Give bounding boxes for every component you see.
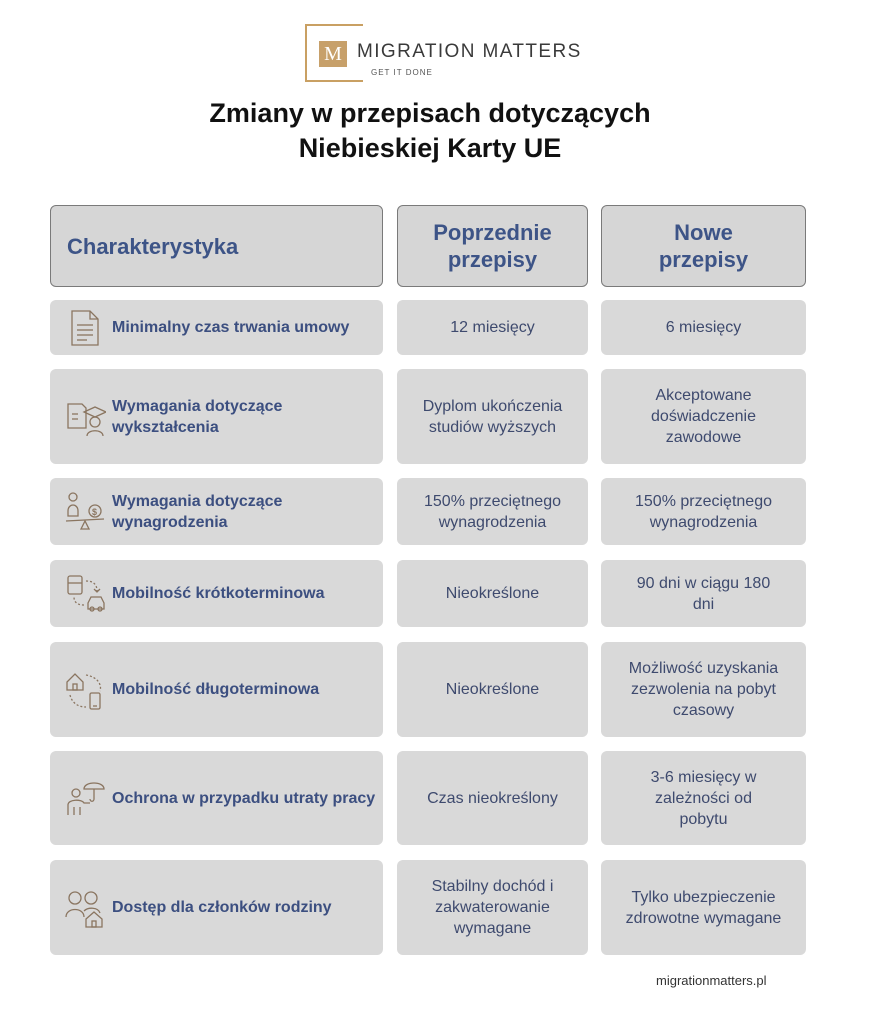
previous-value: Nieokreślone bbox=[397, 642, 588, 737]
new-value: 6 miesięcy bbox=[601, 300, 806, 355]
feature-label: Mobilność długoterminowa bbox=[112, 681, 320, 698]
new-value: Możliwość uzyskania zezwolenia na pobyt czasowy bbox=[601, 642, 806, 737]
feature-label: Wymagania dotyczące wykształcenia bbox=[112, 397, 283, 436]
new-value: 90 dni w ciągu 180 dni bbox=[601, 560, 806, 627]
previous-value: 150% przeciętnego wynagrodzenia bbox=[397, 478, 588, 545]
feature-cell bbox=[50, 860, 383, 955]
logo-name: MIGRATION MATTERS bbox=[357, 41, 582, 62]
svg-text:$: $ bbox=[92, 506, 98, 517]
page-title: Zmiany w przepisach dotyczących Niebieskiej Karty UE bbox=[209, 98, 651, 163]
logo-tagline: GET IT DONE bbox=[371, 68, 433, 77]
feature-label: Ochrona w przypadku utraty pracy bbox=[112, 789, 376, 807]
contract-document-icon bbox=[64, 307, 106, 349]
header-new-rules: Nowe przepisy bbox=[601, 205, 806, 287]
short-term-mobility-icon bbox=[64, 573, 106, 615]
feature-label: Dostęp dla członków rodziny bbox=[112, 899, 332, 916]
job-loss-protection-icon bbox=[64, 777, 106, 819]
brand-logo bbox=[305, 24, 582, 86]
long-term-mobility-icon bbox=[64, 669, 106, 711]
previous-value: 12 miesięcy bbox=[397, 300, 588, 355]
feature-cell bbox=[50, 369, 383, 464]
previous-value: Dyplom ukończenia studiów wyższych bbox=[397, 369, 588, 464]
previous-value: Czas nieokreślony bbox=[397, 751, 588, 845]
new-value: Tylko ubezpieczenie zdrowotne wymagane bbox=[601, 860, 806, 955]
feature-cell bbox=[50, 560, 383, 627]
feature-cell bbox=[50, 478, 383, 545]
feature-cell bbox=[50, 300, 383, 355]
header-characteristic: Charakterystyka bbox=[50, 205, 383, 287]
education-graduate-icon bbox=[64, 396, 106, 438]
new-value: Akceptowane doświadczenie zawodowe bbox=[601, 369, 806, 464]
header-previous-rules: Poprzednie przepisy bbox=[397, 205, 588, 287]
salary-scale-icon bbox=[64, 491, 106, 533]
feature-label: Mobilność krótkoterminowa bbox=[112, 585, 325, 602]
new-value: 150% przeciętnego wynagrodzenia bbox=[601, 478, 806, 545]
feature-cell bbox=[50, 751, 383, 845]
feature-cell bbox=[50, 642, 383, 737]
family-access-icon bbox=[64, 887, 106, 929]
new-value: 3-6 miesięcy w zależności od pobytu bbox=[601, 751, 806, 845]
feature-label: Minimalny czas trwania umowy bbox=[112, 319, 350, 336]
previous-value: Stabilny dochód i zakwaterowanie wymagane bbox=[397, 860, 588, 955]
footer-website: migrationmatters.pl bbox=[656, 973, 767, 988]
logo-mark: M bbox=[319, 41, 347, 67]
previous-value: Nieokreślone bbox=[397, 560, 588, 627]
feature-label: Wymagania dotyczące wynagrodzenia bbox=[112, 492, 283, 531]
